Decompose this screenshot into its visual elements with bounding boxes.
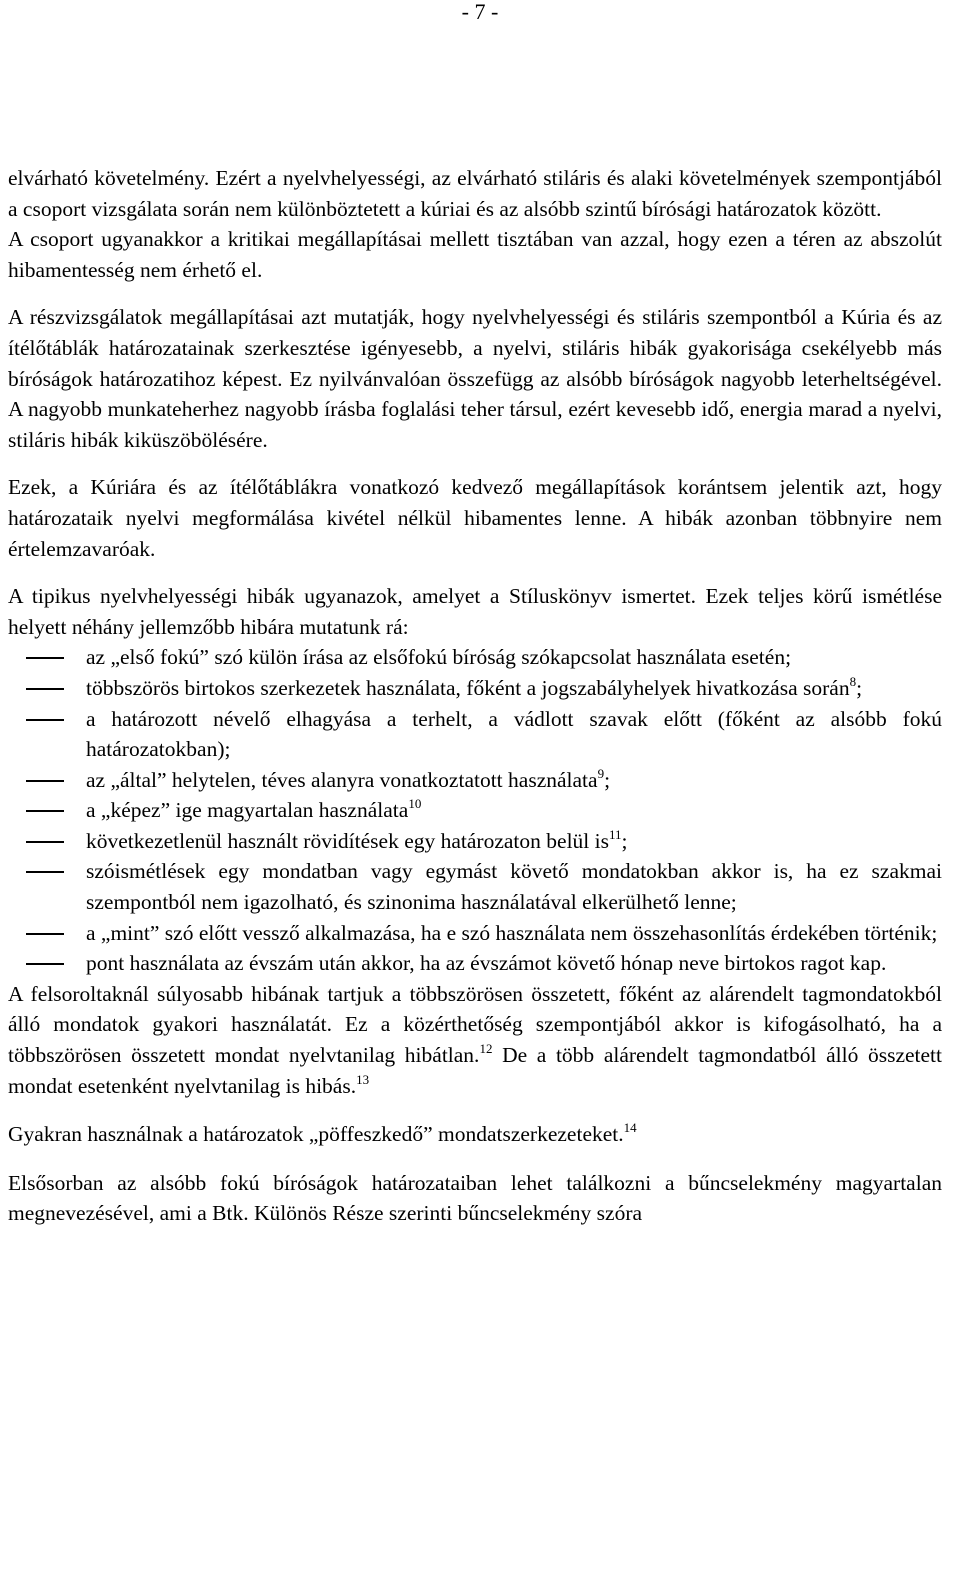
list-item-text: az „által” helytelen, téves alanyra vonatkoztatott használata (86, 767, 598, 792)
paragraph-5: A tipikus nyelvhelyességi hibák ugyanazok, amelyet a Stíluskönyv ismertet. Ezek teljes körű ismétlése helyett néhány jellemzőbb hibára mutatunk rá: (8, 584, 942, 639)
footnote-ref: 13 (356, 1071, 370, 1087)
paragraph-7-text: Gyakran használnak a határozatok „pöffeszkedő” mondatszerkezeteket. (8, 1122, 624, 1147)
list-item-text: a „képez” ige magyartalan használata (86, 798, 409, 823)
list-item-suffix: ; (604, 767, 611, 792)
paragraph-6 (8, 979, 942, 1101)
paragraph-1: elvárható követelmény. Ezért a nyelvhelyességi, az elvárható stiláris és alaki követelmények szempontjából a csoport vizsgálata során nem különböztetett a kúriai és az alsóbb szintű bírósági határozatok között. (8, 166, 942, 221)
error-list (8, 642, 942, 979)
paragraph-8: Elsősorban az alsóbb fokú bíróságok határozataiban lehet találkozni a bűncselekmény magyartalan megnevezésével, ami a Btk. Különös Része szerinti bűncselekmény szóra (8, 1170, 942, 1226)
paragraph-6-continuation: De a több alárendelt tagmondatból álló összetett mondat esetenként nyelvtanilag is hibás. (8, 1043, 942, 1098)
list-item (8, 856, 942, 917)
list-item-text: szóismétlések egy mondatban vagy egymást követő mondatokban akkor is, ha ez szakmai szempontból nem igazolható, és szinonima használatával elkerülhető lenne; (86, 859, 942, 915)
list-item-text: többszörös birtokos szerkezetek használata, főként a jogszabályhelyek hivatkozása során (86, 675, 850, 700)
list-item (8, 673, 942, 704)
list-item (8, 704, 942, 765)
list-item-suffix: ; (621, 828, 628, 853)
list-item (8, 948, 942, 979)
footnote-ref: 8 (849, 673, 857, 689)
list-item (8, 826, 942, 857)
footnote-ref: 14 (623, 1120, 637, 1136)
list-item-text: következetlenül használt rövidítések egy határozaton belül is (86, 828, 609, 853)
footnote-ref: 12 (479, 1041, 493, 1057)
footnote-ref: 10 (408, 796, 422, 812)
list-item (8, 795, 942, 826)
paragraph-3: A részvizsgálatok megállapításai azt mutatják, hogy nyelvhelyességi és stiláris szempontból a Kúria és az ítélőtáblák határozatainak szerkesztése igényesebb, a nyelvi, stiláris hibák gyakorisága csekélyebb más bíróságok határozatihoz képest. Ez nyilvánvalóan összefügg az alsóbb bíróságok nagyobb leterheltségével. A nagyobb munkateherhez nagyobb írásba foglalási teher társul, ezért kevesebb idő, energia marad a nyelvi, stiláris hibák kiküszöbölésére. (8, 305, 942, 452)
footnote-ref: 11 (608, 826, 622, 842)
footnote-ref: 9 (597, 765, 605, 781)
page-number: - 7 - (461, 0, 499, 24)
list-item (8, 918, 942, 949)
list-item-text: pont használata az évszám után akkor, ha az évszámot követő hónap neve birtokos ragot kap. (86, 951, 887, 976)
list-item-text: a határozott névelő elhagyása a terhelt, a vádlott szavak előtt (főként az alsóbb fokú határozatokban); (86, 706, 942, 762)
paragraph-4: Ezek, a Kúriára és az ítélőtáblákra vonatkozó kedvező megállapítások korántsem jelentik azt, hogy határozataik nyelvi megformálása kivétel nélkül hibamentes lenne. A hibák azonban többnyire nem értelemzavaróak. (8, 475, 942, 561)
list-item-suffix: ; (856, 675, 863, 700)
document-body (8, 163, 942, 1229)
list-item (8, 642, 942, 673)
paragraph-2: A csoport ugyanakkor a kritikai megállapításai mellett tisztában van azzal, hogy ezen a téren az abszolút hibamentesség nem érhető el. (8, 227, 942, 282)
list-item (8, 765, 942, 796)
list-item-text: az „első fokú” szó külön írása az elsőfokú bíróság szókapcsolat használata esetén; (86, 645, 792, 670)
paragraph-7 (8, 1119, 942, 1150)
list-item-text: a „mint” szó előtt vessző alkalmazása, ha e szó használata nem összehasonlítás érdekében történik; (86, 920, 938, 945)
paragraph-6-text: A felsoroltaknál súlyosabb hibának tartjuk a többszörösen összetett, főként az alárendelt tagmondatokból álló mondatok gyakori használatát. Ez a közérthetőség szempontjából akkor is kifogásolható, ha a többszörösen összetett mondat nyelvtanilag hibátlan. (8, 981, 942, 1068)
